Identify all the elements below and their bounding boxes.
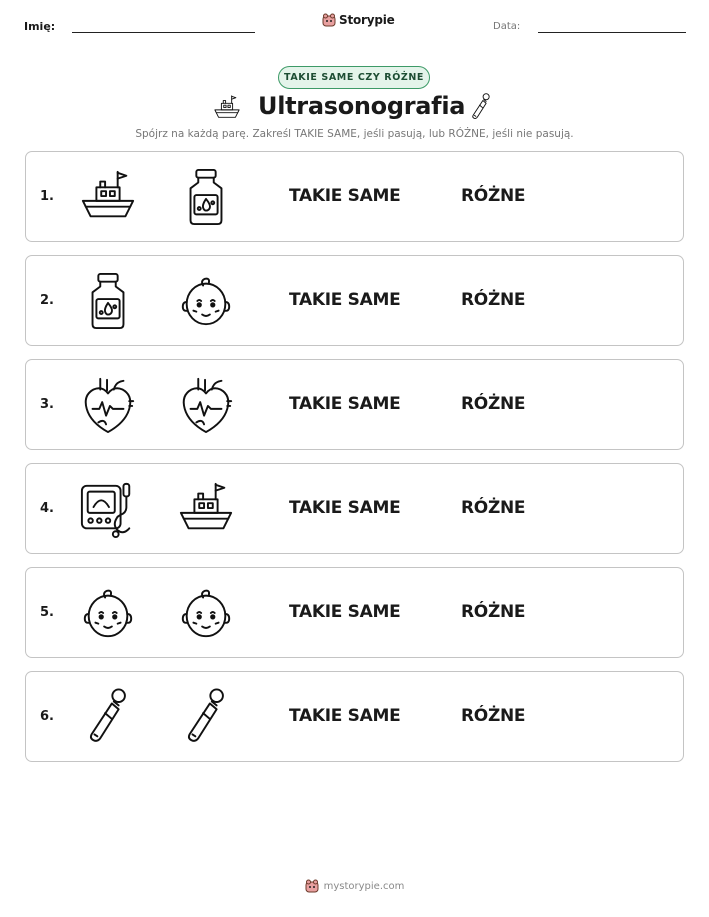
brand-logo — [322, 13, 395, 27]
page-title: Ultrasonografia — [258, 92, 466, 120]
ultrasound-machine-icon — [79, 480, 137, 538]
question-row-5 — [25, 567, 684, 658]
question-number: 3. — [40, 397, 54, 412]
same-option[interactable]: TAKIE SAME — [289, 602, 401, 622]
footer-link[interactable]: mystorypie.com — [323, 880, 405, 892]
question-row-4 — [25, 463, 684, 554]
footer — [0, 879, 709, 893]
different-option[interactable]: RÓŻNE — [461, 290, 526, 310]
date-field[interactable] — [538, 32, 686, 33]
instructions: Spójrz na każdą parę. Zakreśl TAKIE SAME, jeśli pasują, lub RÓŻNE, jeśli nie pasują. — [135, 128, 574, 140]
baby-face-icon — [79, 584, 137, 642]
question-number: 5. — [40, 605, 54, 620]
different-option[interactable]: RÓŻNE — [461, 602, 526, 622]
baby-face-icon — [177, 584, 235, 642]
title-row — [0, 90, 709, 126]
name-field[interactable] — [72, 32, 255, 33]
ultrasound-probe-icon — [79, 688, 137, 746]
brand-name: Storypie — [339, 13, 395, 27]
baby-face-icon — [177, 272, 235, 330]
boat-icon — [177, 480, 235, 538]
question-number: 6. — [40, 709, 54, 724]
date-label: Data: — [493, 21, 521, 32]
ultrasound-probe-icon — [177, 688, 235, 746]
same-option[interactable]: TAKIE SAME — [289, 706, 401, 726]
question-number: 4. — [40, 501, 54, 516]
heart-icon — [177, 376, 235, 434]
same-option[interactable]: TAKIE SAME — [289, 186, 401, 206]
different-option[interactable]: RÓŻNE — [461, 706, 526, 726]
boat-icon — [79, 168, 137, 226]
boat-icon — [213, 94, 241, 122]
question-row-3 — [25, 359, 684, 450]
medicine-bottle-icon — [79, 272, 137, 330]
same-option[interactable]: TAKIE SAME — [289, 498, 401, 518]
same-option[interactable]: TAKIE SAME — [289, 394, 401, 414]
same-option[interactable]: TAKIE SAME — [289, 290, 401, 310]
question-number: 1. — [40, 189, 54, 204]
ultrasound-probe-icon — [467, 91, 495, 123]
activity-badge: TAKIE SAME CZY RÓŻNE — [278, 66, 430, 89]
name-label: Imię: — [24, 20, 56, 33]
question-row-1 — [25, 151, 684, 242]
different-option[interactable]: RÓŻNE — [461, 498, 526, 518]
different-option[interactable]: RÓŻNE — [461, 394, 526, 414]
storypie-mascot-icon — [305, 879, 319, 893]
different-option[interactable]: RÓŻNE — [461, 186, 526, 206]
question-row-2 — [25, 255, 684, 346]
heart-icon — [79, 376, 137, 434]
storypie-mascot-icon — [322, 13, 336, 27]
question-row-6 — [25, 671, 684, 762]
question-number: 2. — [40, 293, 54, 308]
medicine-bottle-icon — [177, 168, 235, 226]
